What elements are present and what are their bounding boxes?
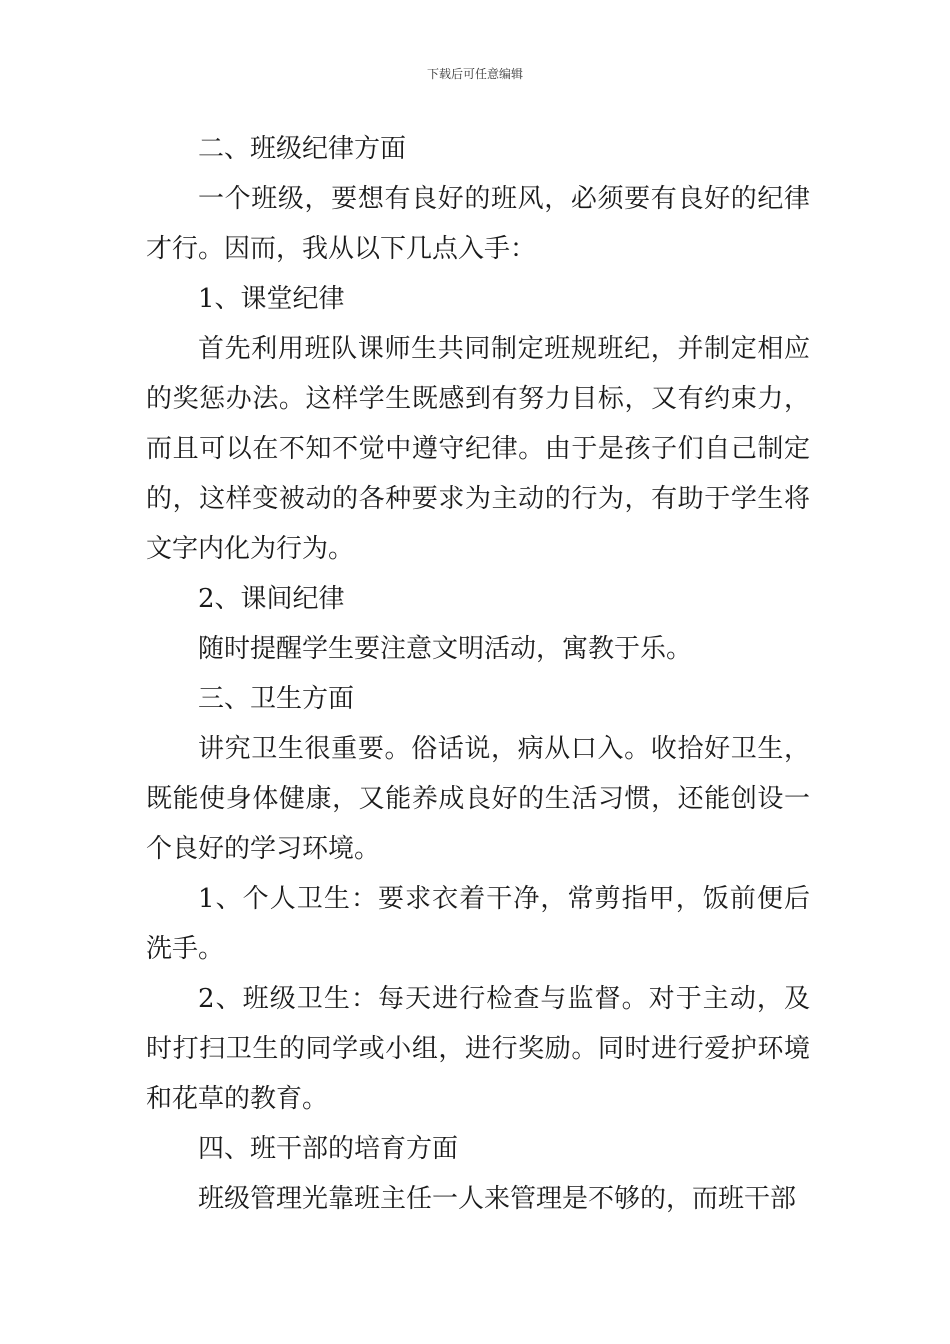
section-heading-class-cadres: 四、班干部的培育方面: [198, 1134, 459, 1164]
paragraph-discipline-intro: 一个班级，要想有良好的班风，必须要有良好的纪律才行。因而，我从以下几点入手：: [146, 184, 810, 264]
paragraph-personal-hygiene: 1、个人卫生：要求衣着干净，常剪指甲，饭前便后洗手。: [146, 884, 810, 964]
paragraph-class-cadres: 班级管理光靠班主任一人来管理是不够的，而班干部: [198, 1184, 797, 1214]
subheading-recess-discipline: 2、课间纪律: [198, 584, 345, 614]
paragraph-recess-discipline: 随时提醒学生要注意文明活动，寓教于乐。: [198, 634, 693, 664]
paragraph-hygiene-intro: 讲究卫生很重要。俗话说，病从口入。收拾好卫生，既能使身体健康，又能养成良好的生活习惯，还能创设一个良好的学习环境。: [146, 734, 810, 864]
section-heading-discipline: 二、班级纪律方面: [198, 134, 407, 164]
section-heading-hygiene: 三、卫生方面: [198, 684, 355, 714]
subheading-classroom-discipline: 1、课堂纪律: [198, 284, 345, 314]
paragraph-classroom-discipline: 首先利用班队课师生共同制定班规班纪，并制定相应的奖惩办法。这样学生既感到有努力目标，又有约束力，而且可以在不知不觉中遵守纪律。由于是孩子们自己制定的，这样变被动的各种要求为主动的行为，有助于学生将文字内化为行为。: [146, 334, 810, 564]
page-header: 下载后可任意编辑: [426, 67, 523, 81]
document-body: [146, 124, 810, 1224]
paragraph-class-hygiene: 2、班级卫生：每天进行检查与监督。对于主动，及时打扫卫生的同学或小组，进行奖励。同时进行爱护环境和花草的教育。: [146, 984, 810, 1114]
